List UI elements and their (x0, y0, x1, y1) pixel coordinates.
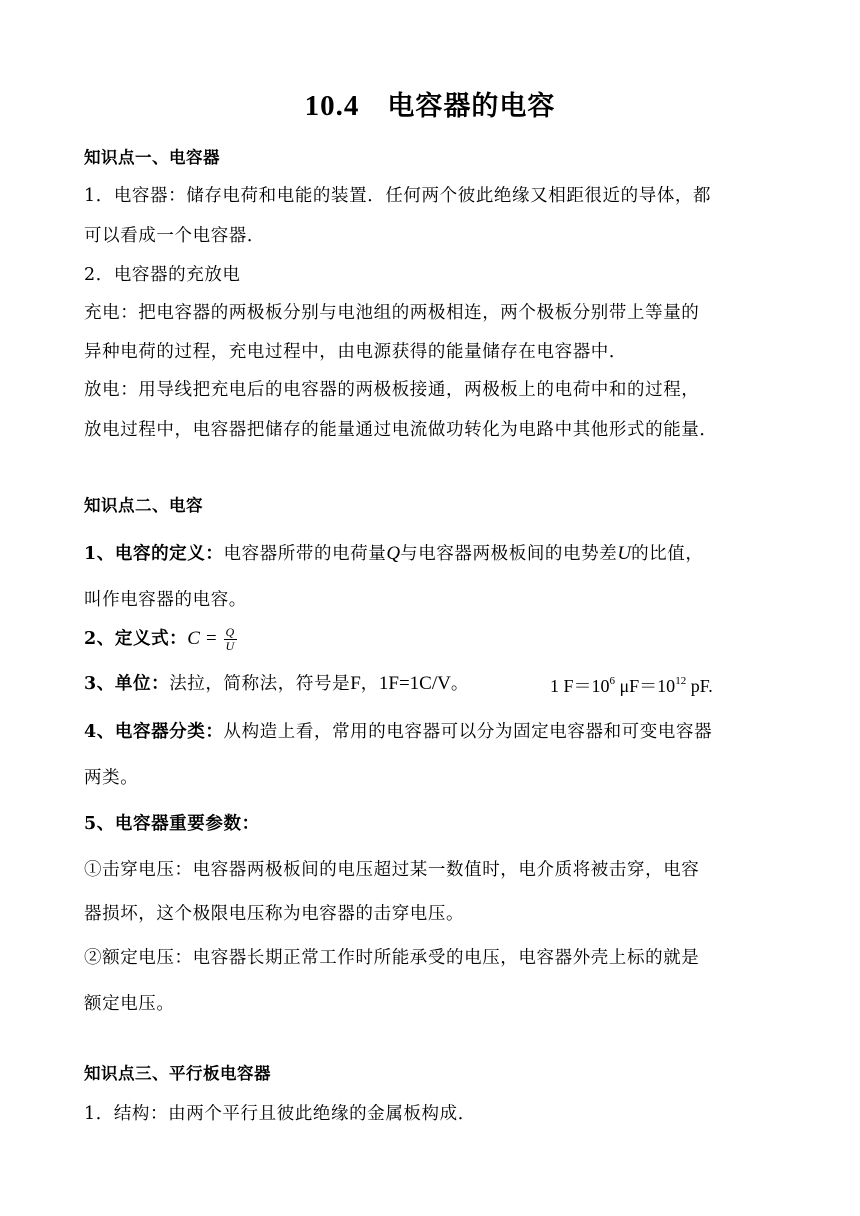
formula-fraction (224, 626, 237, 653)
unit-conv-b: μF＝10 (615, 676, 676, 696)
section3-item1: 1．结构：由两个平行且彼此绝缘的金属板构成． (84, 1104, 476, 1124)
formula-label: 2、定义式： (84, 629, 188, 649)
unit-text-c: 。 (450, 674, 469, 694)
parameters-label: 5、电容器重要参数： (84, 814, 260, 834)
discharge-line1: 放电：用导线把充电后的电容器的两极板接通，两极板上的电荷中和的过程， (84, 380, 700, 400)
title-number: 10.4 (304, 90, 360, 122)
unit-conv-c: pF. (686, 676, 713, 696)
charge-line2: 异种电荷的过程，充电过程中，由电源获得的能量储存在电容器中． (84, 342, 627, 362)
section1-heading: 知识点一、电容器 (84, 148, 220, 167)
breakdown-voltage-line1: ①击穿电压：电容器两极板间的电压超过某一数值时，电介质将被击穿，电容 (84, 860, 700, 880)
unit-conv-exp2: 12 (675, 675, 687, 687)
capacitance-definition (84, 542, 784, 566)
unit-text-b: ， (360, 674, 379, 694)
symbol-u: U (617, 543, 632, 564)
classification-text: 从构造上看，常用的电容器可以分为固定电容器和可变电容器 (223, 722, 713, 742)
section2-heading: 知识点二、电容 (84, 496, 203, 515)
formula-line (84, 626, 784, 653)
unit-text-a: 法拉，简称法，符号是 (169, 674, 351, 694)
section1-item1-line1: 1．电容器：储存电荷和电能的装置．任何两个彼此绝缘又相距很近的导体，都 (84, 186, 712, 206)
classification-line (84, 720, 784, 744)
definition-line2: 叫作电容器的电容。 (84, 590, 247, 610)
definition-text-b: 与电容器两极板间的电势差 (400, 544, 618, 564)
unit-conv-a: 1 F＝10 (550, 676, 610, 696)
definition-text-c: 的比值， (631, 544, 704, 564)
section1-item2: 2．电容器的充放电 (84, 265, 241, 285)
rated-voltage-line1: ②额定电压：电容器长期正常工作时所能承受的电压，电容器外壳上标的就是 (84, 948, 700, 968)
section3-heading: 知识点三、平行板电容器 (84, 1064, 271, 1083)
rated-voltage-line2: 额定电压。 (84, 994, 175, 1014)
unit-conv-exp1: 6 (609, 675, 616, 687)
fraction-denominator: U (225, 639, 235, 653)
title-text: 电容器的电容 (387, 91, 556, 122)
unit-label: 3、单位： (84, 674, 170, 694)
breakdown-voltage-line2: 器损坏，这个极限电压称为电容器的击穿电压。 (84, 904, 465, 924)
page-title (0, 84, 860, 123)
fraction-numerator: Q (225, 625, 235, 639)
classification-label: 4、电容器分类： (84, 722, 224, 742)
section1-item1-line2: 可以看成一个电容器． (84, 226, 265, 246)
charge-line1: 充电：把电容器的两极板分别与电池组的两极相连，两个极板分别带上等量的 (84, 303, 700, 323)
classification-line2: 两类。 (84, 768, 139, 788)
unit-equation: 1F=1C/V (378, 673, 451, 694)
definition-label: 1、电容的定义： (84, 544, 224, 564)
definition-text-a: 电容器所带的电荷量 (223, 544, 387, 564)
unit-conversion (550, 672, 713, 698)
formula-lhs: C = (187, 628, 218, 649)
symbol-q: Q (386, 543, 401, 564)
unit-symbol: F (350, 673, 361, 694)
discharge-line2: 放电过程中，电容器把储存的能量通过电流做功转化为电路中其他形式的能量． (84, 420, 718, 440)
